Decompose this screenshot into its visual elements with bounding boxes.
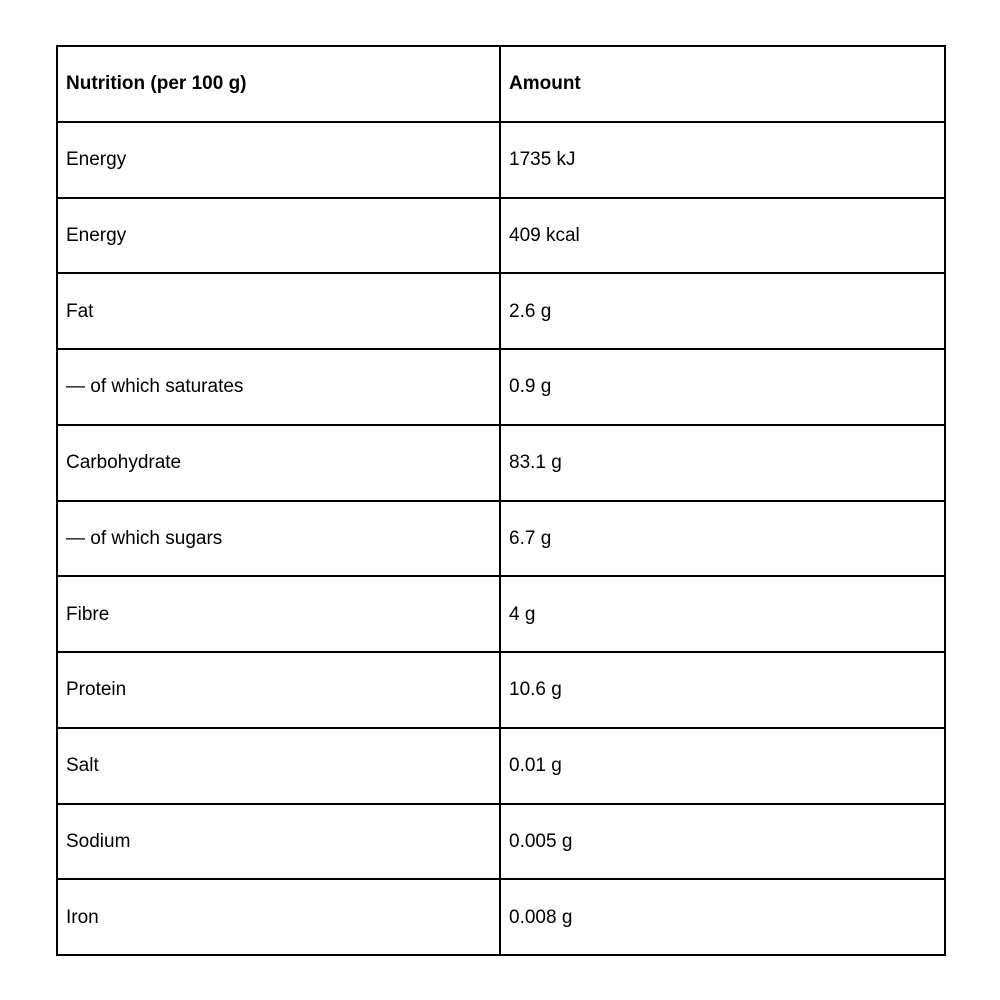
nutrient-cell: Fibre: [57, 576, 500, 652]
table-row: [57, 728, 945, 804]
nutrient-cell: Iron: [57, 879, 500, 955]
table-row: [57, 652, 945, 728]
table-header-row: [57, 46, 945, 122]
amount-cell: 2.6 g: [500, 273, 945, 349]
nutrient-cell: Protein: [57, 652, 500, 728]
table-row: [57, 425, 945, 501]
nutrition-table: [56, 45, 946, 956]
nutrient-cell: — of which saturates: [57, 349, 500, 425]
nutrient-cell: Sodium: [57, 804, 500, 880]
nutrient-cell: Energy: [57, 198, 500, 274]
table-row: [57, 198, 945, 274]
nutrient-cell: — of which sugars: [57, 501, 500, 577]
table-row: [57, 349, 945, 425]
nutrient-cell: Carbohydrate: [57, 425, 500, 501]
table-row: [57, 273, 945, 349]
amount-cell: 10.6 g: [500, 652, 945, 728]
table-row: [57, 879, 945, 955]
amount-cell: 83.1 g: [500, 425, 945, 501]
amount-cell: 0.008 g: [500, 879, 945, 955]
nutrient-cell: Fat: [57, 273, 500, 349]
amount-cell: 409 kcal: [500, 198, 945, 274]
table-row: [57, 501, 945, 577]
nutrient-cell: Energy: [57, 122, 500, 198]
table-row: [57, 576, 945, 652]
column-header-amount: Amount: [500, 46, 945, 122]
amount-cell: 4 g: [500, 576, 945, 652]
amount-cell: 1735 kJ: [500, 122, 945, 198]
amount-cell: 0.005 g: [500, 804, 945, 880]
amount-cell: 0.01 g: [500, 728, 945, 804]
table-row: [57, 122, 945, 198]
nutrient-cell: Salt: [57, 728, 500, 804]
amount-cell: 6.7 g: [500, 501, 945, 577]
column-header-nutrient: Nutrition (per 100 g): [57, 46, 500, 122]
table-row: [57, 804, 945, 880]
amount-cell: 0.9 g: [500, 349, 945, 425]
